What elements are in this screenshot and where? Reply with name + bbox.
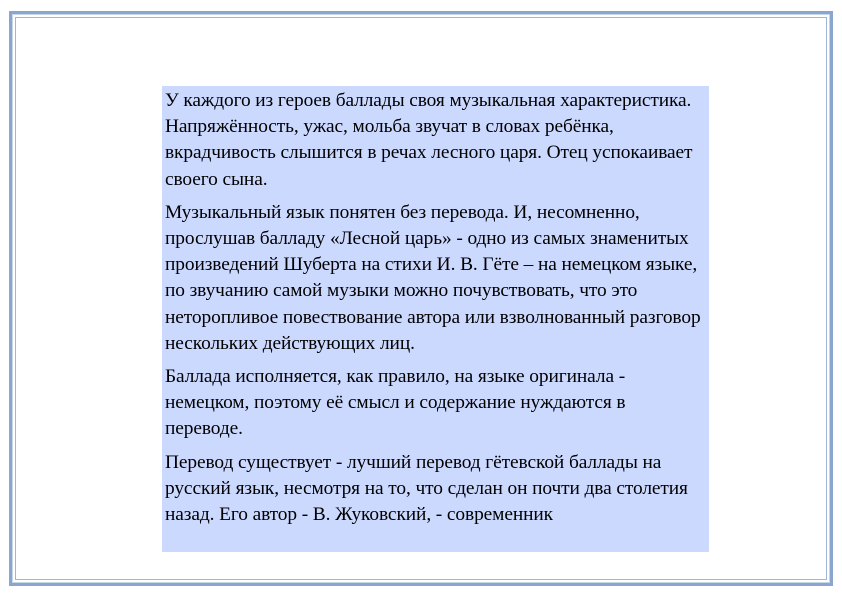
paragraph-2: Музыкальный язык понятен без перевода. И, несомненно, прослушав балладу «Лесной царь» - одно из самых знаменитых произведений Шуберта на стихи И. В. Гёте – на немецком языке, по звучанию самой музыки можно почувствовать, что это неторопливое повествование автора или взволнованный разговор нескольких действующих лиц. xyxy=(165,201,701,354)
paragraph-4: Перевод существует - лучший перевод гётевской баллады на русский язык, несмотря на то, что сделан он почти два столетия назад. Его автор - В. Жуковский, - современник xyxy=(165,451,688,526)
text-box xyxy=(162,86,709,552)
paragraph-3: Баллада исполняется, как правило, на языке оригинала - немецком, поэтому её смысл и содержание нуждаются в переводе. xyxy=(165,366,626,440)
paragraph-1: У каждого из героев баллады своя музыкальная характеристика. Напряжённость, ужас, мольба звучат в словах ребёнка, вкрадчивость слышится в речах лесного царя. Отец успокаивает своего сына. xyxy=(165,90,693,190)
